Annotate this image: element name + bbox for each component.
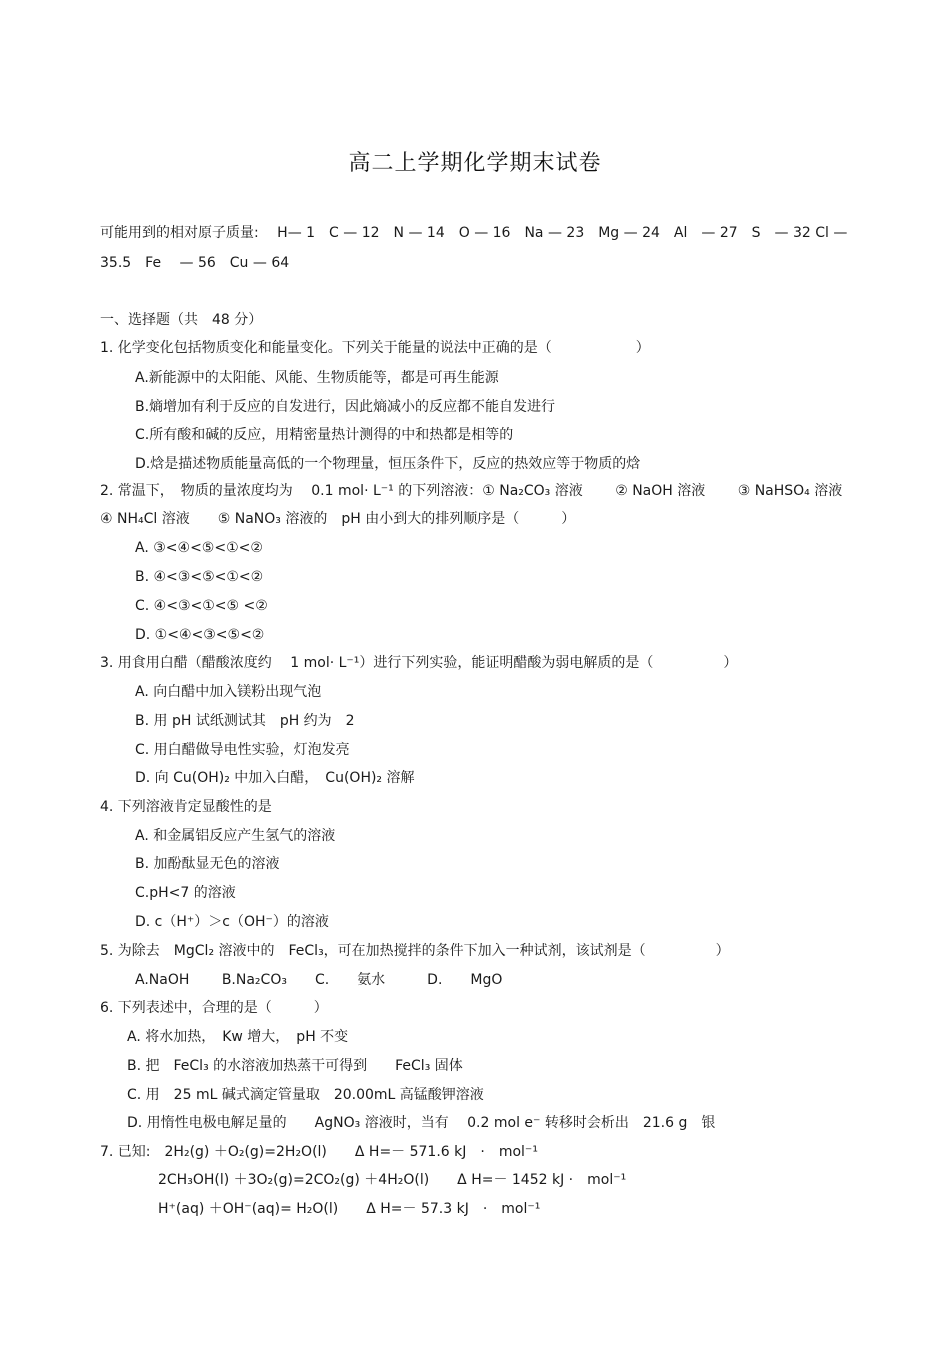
question-6-option-c: C. 用 25 mL 碱式滴定管量取 20.00mL 高锰酸钾溶液 [127,1087,484,1103]
question-3-option-c: C. 用白醋做导电性实验，灯泡发亮 [135,742,350,758]
question-2-stem-line-1: 2. 常温下， 物质的量浓度均为 0.1 mol· L⁻¹ 的下列溶液：① Na₂CO₃ 溶液 ② NaOH 溶液 ③ NaHSO₄ 溶液 [100,483,843,499]
question-5-stem: 5. 为除去 MgCl₂ 溶液中的 FeCl₃，可在加热搅拌的条件下加入一种试剂，该试剂是（ ） [100,943,730,959]
question-7-equation-3: H⁺(aq) ＋OH⁻(aq)= H₂O(l) Δ H=－ 57.3 kJ · mol⁻¹ [158,1201,541,1217]
question-2-option-a: A. ③<④<⑤<①<② [135,540,263,556]
question-4-stem: 4. 下列溶液肯定显酸性的是 [100,799,272,815]
page-title: 高二上学期化学期末试卷 [348,151,602,176]
question-6-option-d: D. 用惰性电极电解足量的 AgNO₃ 溶液时，当有 0.2 mol e⁻ 转移时会析出 21.6 g 银 [127,1115,716,1131]
question-1-stem: 1. 化学变化包括物质变化和能量变化。下列关于能量的说法中正确的是（ ） [100,340,650,356]
question-2-option-b: B. ④<③<⑤<①<② [135,569,264,585]
question-6-option-a: A. 将水加热， Kw 增大， pH 不变 [127,1029,349,1045]
question-4-option-d: D. c（H⁺）＞c（OH⁻）的溶液 [135,914,329,930]
question-4-option-c: C.pH<7 的溶液 [135,885,236,901]
question-5-options: A.NaOH B.Na₂CO₃ C. 氨水 D. MgO [135,972,503,988]
question-3-option-a: A. 向白醋中加入镁粉出现气泡 [135,684,322,700]
question-7-stem: 7. 已知: 2H₂(g) ＋O₂(g)=2H₂O(l) Δ H=－ 571.6 kJ · mol⁻¹ [100,1144,538,1160]
section-heading: 一、选择题（共 48 分） [100,312,263,328]
question-2-stem-line-2: ④ NH₄Cl 溶液 ⑤ NaNO₃ 溶液的 pH 由小到大的排列顺序是（ ） [100,511,576,527]
question-1-option-c: C.所有酸和碱的反应，用精密量热计测得的中和热都是相等的 [135,427,514,443]
question-3-stem: 3. 用食用白醋（醋酸浓度约 1 mol· L⁻¹）进行下列实验，能证明醋酸为弱电解质的是（ ） [100,655,738,671]
question-6-option-b: B. 把 FeCl₃ 的水溶液加热蒸干可得到 FeCl₃ 固体 [127,1058,463,1074]
question-1-option-d: D.焓是描述物质能量高低的一个物理量，恒压条件下，反应的热效应等于物质的焓 [135,456,641,472]
question-7-equation-2: 2CH₃OH(l) ＋3O₂(g)=2CO₂(g) ＋4H₂O(l) Δ H=－ 1452 kJ · mol⁻¹ [158,1172,627,1188]
question-6-stem: 6. 下列表述中，合理的是（ ） [100,1000,328,1016]
question-4-option-a: A. 和金属铝反应产生氢气的溶液 [135,828,336,844]
question-2-option-d: D. ①<④<③<⑤<② [135,627,265,643]
atomic-mass-line-2: 35.5 Fe — 56 Cu — 64 [100,255,290,271]
question-1-option-b: B.熵增加有利于反应的自发进行，因此熵减小的反应都不能自发进行 [135,399,556,415]
question-1-option-a: A.新能源中的太阳能、风能、生物质能等，都是可再生能源 [135,370,499,386]
question-3-option-d: D. 向 Cu(OH)₂ 中加入白醋， Cu(OH)₂ 溶解 [135,770,415,786]
question-4-option-b: B. 加酚酞显无色的溶液 [135,856,280,872]
question-3-option-b: B. 用 pH 试纸测试其 pH 约为 2 [135,713,355,729]
atomic-mass-line-1: 可能用到的相对原子质量: H— 1 C — 12 N — 14 O — 16 Na — 23 Mg — 24 Al — 27 S — 32 Cl — [100,225,848,241]
question-2-option-c: C. ④<③<①<⑤ <② [135,598,268,614]
